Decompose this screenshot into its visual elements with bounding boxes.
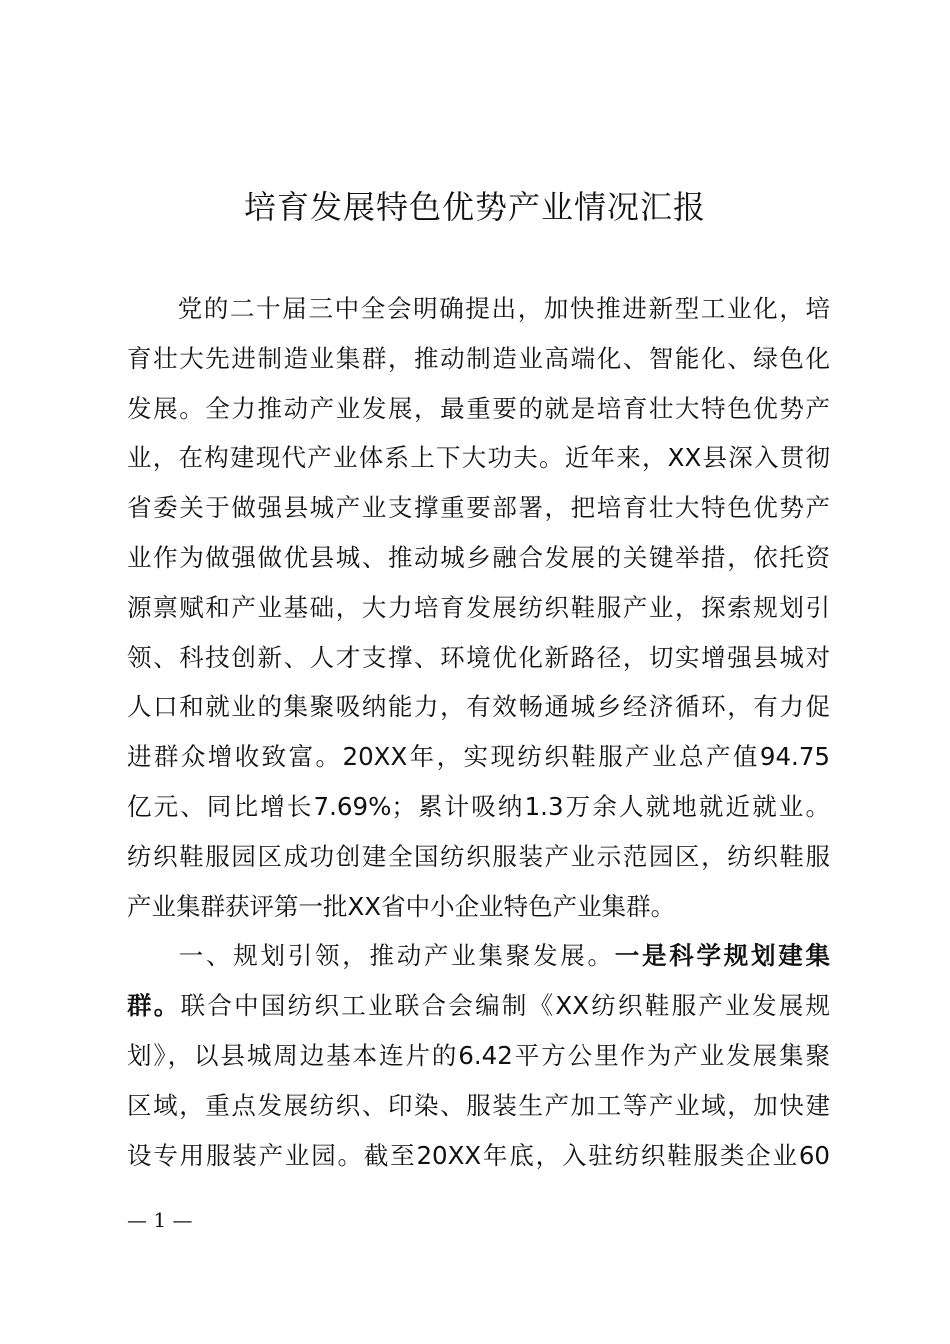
text-line: 群。联合中国纺织工业联合会编制《XX纺织鞋服产业发展规 xyxy=(127,991,830,1021)
text-line: 人口和就业的集聚吸纳能力，有效畅通城乡经济循环，有力促 xyxy=(127,692,830,722)
text-line: 省委关于做强县城产业支撑重要部署，把培育壮大特色优势产 xyxy=(127,493,830,523)
bold-lead-end: 群。 xyxy=(127,991,181,1021)
text-line: 党的二十届三中全会明确提出，加快推进新型工业化，培 xyxy=(176,294,830,323)
text-line: 进群众增收致富。20XX年，实现纺织鞋服产业总产值94.75 xyxy=(127,742,830,772)
document-title: 培育发展特色优势产业情况汇报 xyxy=(243,188,706,226)
text-line: 育壮大先进制造业集群，推动制造业高端化、智能化、绿色化 xyxy=(127,343,830,373)
text-line: 划》，以县城周边基本连片的6.42平方公里作为产业发展集聚 xyxy=(127,1040,830,1070)
text-line: 领、科技创新、人才支撑、环境优化新路径，切实增强县城对 xyxy=(127,642,830,672)
text-line: 产业集群获评第一批XX省中小企业特色产业集群。 xyxy=(127,891,676,921)
section-heading: 一、规划引领，推动产业集聚发展。 xyxy=(176,941,615,971)
text-line: 业，在构建现代产业体系上下大功夫。近年来，XX县深入贯彻 xyxy=(127,443,830,473)
text-line: 区域，重点发展纺织、印染、服装生产加工等产业域，加快建 xyxy=(127,1090,830,1120)
page-number: — 1 — xyxy=(127,1208,193,1232)
document-body xyxy=(127,284,830,1180)
text-line: 源禀赋和产业基础，大力培育发展纺织鞋服产业，探索规划引 xyxy=(127,592,830,622)
text-line: 发展。全力推动产业发展，最重要的就是培育壮大特色优势产 xyxy=(127,393,830,423)
text-line: 亿元、同比增长7.69%；累计吸纳1.3万余人就地就近就业。 xyxy=(127,791,830,821)
section-heading-line xyxy=(127,931,830,981)
text-line: 设专用服装产业园。截至20XX年底，入驻纺织鞋服类企业60 xyxy=(127,1140,830,1170)
text-line: 纺织鞋服园区成功创建全国纺织服装产业示范园区，纺织鞋服 xyxy=(127,841,830,871)
text-line: 业作为做强做优县城、推动城乡融合发展的关键举措，依托资 xyxy=(127,542,830,572)
bold-lead: 一是科学规划建集 xyxy=(614,941,830,971)
